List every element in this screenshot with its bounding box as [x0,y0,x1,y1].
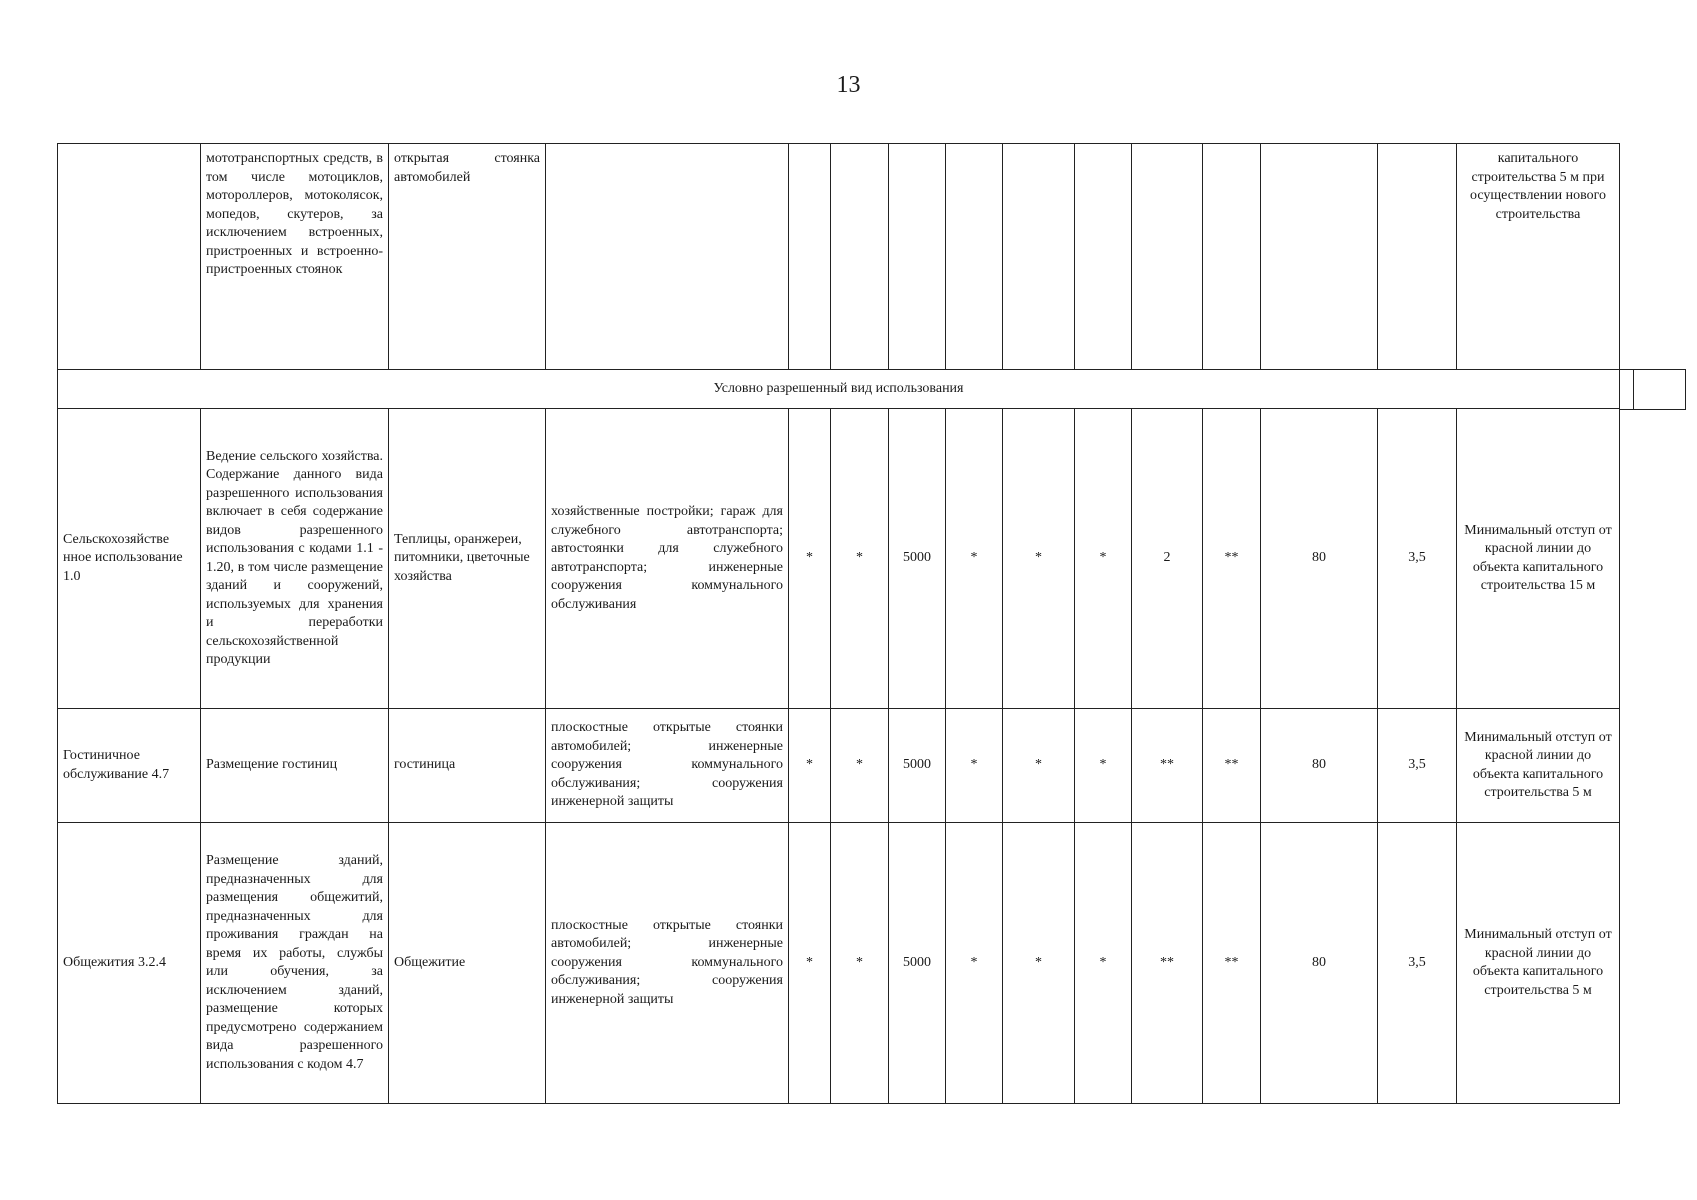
cell-name: Гостиничное обслуживание 4.7 [58,709,201,823]
stub-cell [1619,369,1634,410]
cell-auxiliary: хозяйственные постройки; гараж для служебного автотранспорта; автостоянки для служебного автотранспорта; инженерные сооружения коммунального обслуживания [546,409,789,709]
table-row [58,709,1620,823]
cell-param-5: * [1003,823,1075,1104]
table-row [58,823,1620,1104]
cell-param-8: ** [1203,409,1261,709]
cell-description: Размещение зданий, предназначенных для размещения общежитий, предназначенных для проживания граждан на время их работы, службы или обучения, за исключением зданий, размещение которых предусмотрено содержанием вида разрешенного использования с кодом 4.7 [201,823,389,1104]
cell-objects: Общежитие [389,823,546,1104]
cell-param-10: 3,5 [1378,709,1457,823]
cell-empty [1203,144,1261,370]
section-title: Условно разрешенный вид использования [58,370,1620,409]
cell-param-9: 80 [1261,823,1378,1104]
cell-auxiliary: плоскостные открытые стоянки автомобилей; инженерные сооружения коммунального обслуживания; сооружения инженерной защиты [546,709,789,823]
cell-note: Минимальный отступ от красной линии до объекта капитального строительства 15 м [1457,409,1620,709]
cell-param-6: * [1075,409,1132,709]
cell-objects: открытая стоянка автомобилей [389,144,546,370]
cell-auxiliary: плоскостные открытые стоянки автомобилей; инженерные сооружения коммунального обслуживания; сооружения инженерной защиты [546,823,789,1104]
page-number: 13 [836,72,861,98]
cell-name [58,144,201,370]
cell-empty [1378,144,1457,370]
cell-param-7: ** [1132,709,1203,823]
cell-note: капитального строительства 5 м при осуществлении нового строительства [1457,144,1620,370]
cell-param-3: 5000 [889,709,946,823]
cell-empty [1003,144,1075,370]
cell-param-10: 3,5 [1378,823,1457,1104]
cell-param-6: * [1075,823,1132,1104]
cell-param-4: * [946,823,1003,1104]
cell-param-2: * [831,409,889,709]
cell-param-7: 2 [1132,409,1203,709]
cell-param-5: * [1003,409,1075,709]
cell-param-2: * [831,823,889,1104]
cell-objects: Теплицы, оранжереи, питомники, цветочные хозяйства [389,409,546,709]
cell-note: Минимальный отступ от красной линии до объекта капитального строительства 5 м [1457,823,1620,1104]
cell-param-4: * [946,709,1003,823]
table-row [58,409,1620,709]
cell-param-3: 5000 [889,409,946,709]
cell-param-8: ** [1203,823,1261,1104]
cell-auxiliary [546,144,789,370]
cell-param-3: 5000 [889,823,946,1104]
cell-param-5: * [1003,709,1075,823]
cell-param-1: * [789,409,831,709]
cell-empty [789,144,831,370]
cell-name: Общежития 3.2.4 [58,823,201,1104]
cell-empty [946,144,1003,370]
cell-description: мототранспортных средств, в том числе мотоциклов, мотороллеров, мотоколясок, мопедов, скутеров, за исключением встроенных, пристроенных и встроенно-пристроенных стоянок [201,144,389,370]
cell-note: Минимальный отступ от красной линии до объекта капитального строительства 5 м [1457,709,1620,823]
continuation-row [58,144,1620,370]
stub-cell [1633,369,1686,410]
cell-param-2: * [831,709,889,823]
cell-empty [1132,144,1203,370]
cell-param-7: ** [1132,823,1203,1104]
cell-name: Сельскохозяйстве нное использование 1.0 [58,409,201,709]
cell-param-6: * [1075,709,1132,823]
cell-param-9: 80 [1261,709,1378,823]
cell-description: Размещение гостиниц [201,709,389,823]
cell-empty [889,144,946,370]
overflow-cell-stub [1619,369,1697,408]
cell-empty [831,144,889,370]
cell-empty [1261,144,1378,370]
cell-param-9: 80 [1261,409,1378,709]
cell-objects: гостиница [389,709,546,823]
zoning-regulations-table [57,143,1620,1104]
cell-param-4: * [946,409,1003,709]
section-header-row [58,370,1620,409]
cell-param-10: 3,5 [1378,409,1457,709]
cell-param-1: * [789,823,831,1104]
cell-param-8: ** [1203,709,1261,823]
cell-param-1: * [789,709,831,823]
cell-empty [1075,144,1132,370]
cell-description: Ведение сельского хозяйства. Содержание данного вида разрешенного использования включает в себя содержание видов разрешенного использования с кодами 1.1 - 1.20, в том числе размещение зданий и сооружений, используемых для хранения и переработки сельскохозяйственной продукции [201,409,389,709]
